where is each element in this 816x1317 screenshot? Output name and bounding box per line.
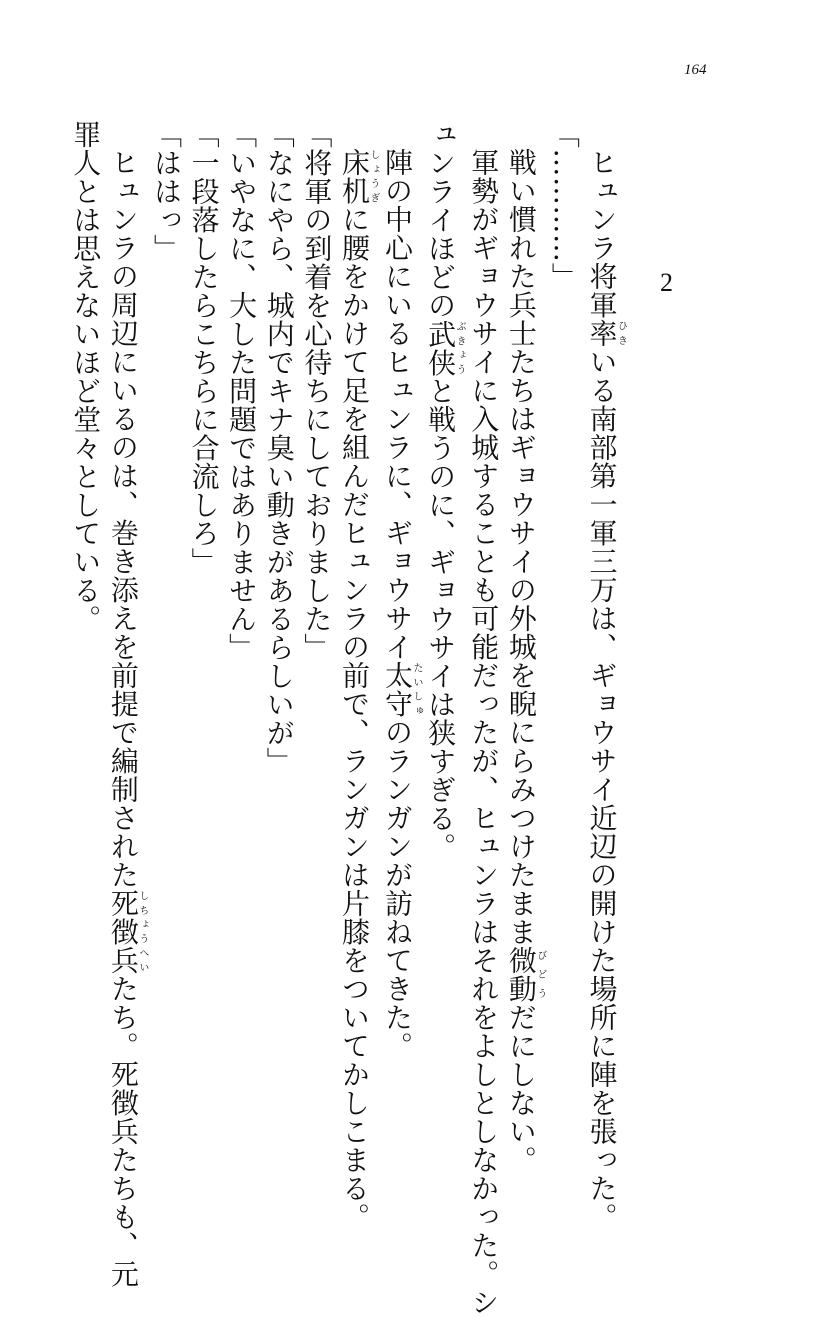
- ruby-bukyo-inline: 武侠ぶきょう: [424, 319, 466, 377]
- ruby-ine-inline: 率ひき: [585, 319, 627, 348]
- chapter-number: 2: [660, 268, 673, 297]
- ruby-shogi-inline: 床机しょうぎ: [337, 148, 379, 205]
- text-line-14: 罪人とは思えないほど堂々としている。: [69, 120, 103, 633]
- body-text: [67, 120, 627, 1317]
- text-line-8: 「将軍の到着を心待ちにしておりました」: [300, 120, 334, 662]
- text-line-13: ヒュンラの周辺にいるのは、巻き添えを前提で編制された死徴兵しちょうへいたち。死徴兵たちも、元: [106, 148, 148, 1288]
- text-line-9: 「なにやら、城内でキナ臭い動きがあるらしいが」: [262, 120, 296, 776]
- text-line-1: ヒュンラ将軍率ひきいる南部第一軍三万は、ギョウサイ近辺の開けた場所に陣を張った。: [585, 148, 627, 1231]
- ruby-bido-inline: 微動びどう: [504, 946, 546, 1003]
- page-number: 164: [684, 62, 707, 78]
- text-line-10: 「いやなに、大した問題ではありません」: [225, 120, 259, 662]
- text-line-5: ュンライほどの武侠ぶきょうと戦うのに、ギョウサイは狭すぎる。: [424, 120, 466, 861]
- text-line-4: 軍勢がギョウサイに入城することも可能だったが、ヒュンラはそれをよしとしなかった。シ: [467, 148, 501, 1317]
- ruby-chohei-inline: 死徴兵しちょうへい: [106, 889, 148, 975]
- text-line-11: 「一段落したらこちらに合流しろ」: [187, 120, 221, 576]
- text-line-12: 「ははっ」: [149, 120, 183, 263]
- text-line-7: 床机しょうぎに腰をかけて足を組んだヒュンラの前で、ランガンは片膝をついてかしこまる。: [337, 148, 379, 1231]
- text-line-6: 陣の中心にいるヒュンラに、ギョウサイ太守たいしゅのランガンが訪ねてきた。: [381, 148, 423, 1060]
- text-line-2: 「…………」: [547, 120, 581, 291]
- text-line-3: 戦い慣れた兵士たちはギョウサイの外城を睨にらみつけたまま微動びどうだにしない。: [504, 148, 546, 1174]
- ruby-taishu-inline: 太守たいしゅ: [381, 661, 423, 718]
